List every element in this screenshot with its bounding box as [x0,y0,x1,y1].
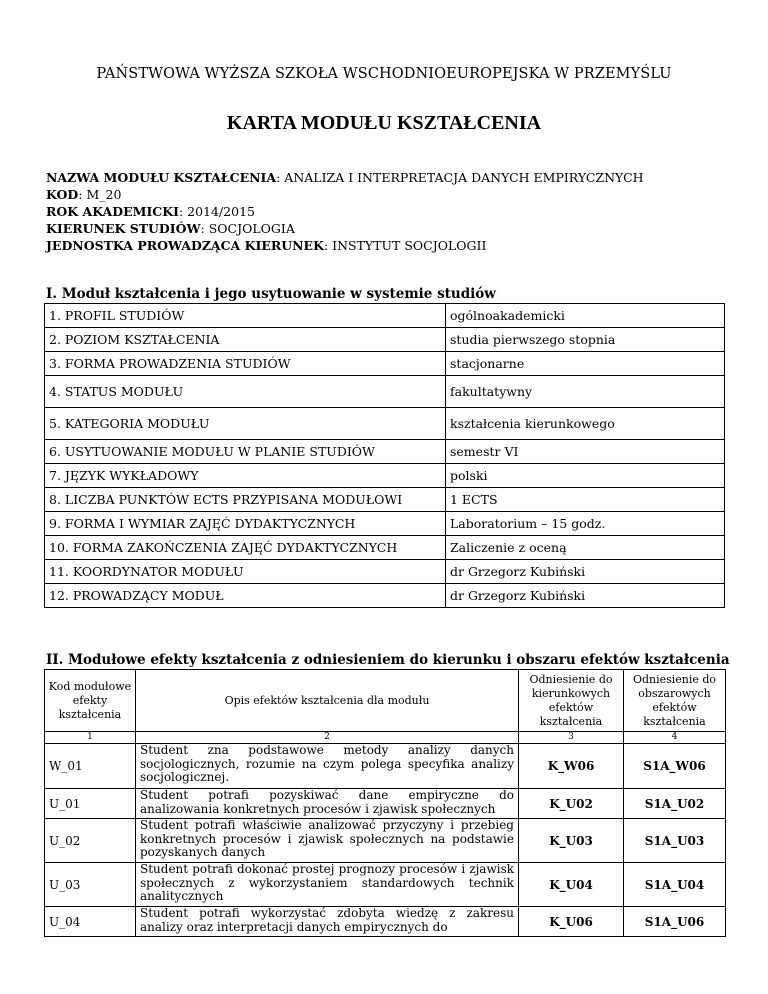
area-reference: S1A_U06 [624,907,726,937]
outcome-code: U_03 [45,863,136,907]
table-row [45,744,726,789]
table-row [45,376,725,408]
row-label: 5. KATEGORIA MODUŁU [45,408,446,440]
outcome-description: Student potrafi właściwie analizować przyczyny i przebieg konkretnych procesów i zjawisk społecznych na podstawie pozyskanych danych [136,819,519,863]
row-value: dr Grzegorz Kubiński [446,560,725,584]
row-label: 2. POZIOM KSZTAŁCENIA [45,328,446,352]
row-value: 1 ECTS [446,488,725,512]
row-value: stacjonarne [446,352,725,376]
table-row [45,789,726,819]
row-value: ogólnoakademicki [446,304,725,328]
document-title: KARTA MODUŁU KSZTAŁCENIA [226,112,542,134]
header-code: Kod modułowe efekty kształcenia [45,670,136,732]
row-value: polski [446,464,725,488]
module-metadata [46,169,644,254]
table-row [45,863,726,907]
section2-title: II. Modułowe efekty kształcenia z odniesieniem do kierunku i obszaru efektów kształcenia [46,652,730,668]
meta-row-year: ROK AKADEMICKI: 2014/2015 [46,204,255,219]
row-label: 10. FORMA ZAKOŃCZENIA ZAJĘĆ DYDAKTYCZNYCH [45,536,446,560]
header-field-reference: Odniesienie do kierunkowych efektów kształcenia [519,670,624,732]
table-row [45,488,725,512]
learning-outcomes-table [44,669,726,937]
row-value: studia pierwszego stopnia [446,328,725,352]
area-reference: S1A_W06 [624,744,726,789]
meta-row-unit: JEDNOSTKA PROWADZĄCA KIERUNEK: INSTYTUT SOCJOLOGII [46,238,487,253]
outcome-description: Student potrafi wykorzystać zdobyta wiedzę z zakresu analizy oraz interpretacji danych empirycznych do [136,907,519,937]
area-reference: S1A_U03 [624,819,726,863]
meta-label: JEDNOSTKA PROWADZĄCA KIERUNEK [46,238,324,253]
meta-value: M_20 [86,187,122,202]
outcome-code: W_01 [45,744,136,789]
header-area-reference: Odniesienie do obszarowych efektów kształcenia [624,670,726,732]
table-row [45,512,725,536]
column-number: 4 [624,732,726,744]
outcome-code: U_04 [45,907,136,937]
outcome-code: U_02 [45,819,136,863]
row-label: 11. KOORDYNATOR MODUŁU [45,560,446,584]
meta-label: KIERUNEK STUDIÓW [46,221,201,236]
row-value: semestr VI [446,440,725,464]
table-row [45,560,725,584]
meta-row-field: KIERUNEK STUDIÓW: SOCJOLOGIA [46,221,295,236]
outcome-code: U_01 [45,789,136,819]
row-label: 6. USYTUOWANIE MODUŁU W PLANIE STUDIÓW [45,440,446,464]
area-reference: S1A_U02 [624,789,726,819]
row-label: 1. PROFIL STUDIÓW [45,304,446,328]
table-row [45,819,726,863]
meta-value: INSTYTUT SOCJOLOGII [332,238,487,253]
meta-value: ANALIZA I INTERPRETACJA DANYCH EMPIRYCZNYCH [284,170,644,185]
table-row [45,536,725,560]
field-reference: K_U06 [519,907,624,937]
row-value: dr Grzegorz Kubiński [446,584,725,608]
meta-value: 2014/2015 [187,204,255,219]
outcome-description: Student zna podstawowe metody analizy danych socjologicznych, rozumie na czym polega specyfika analizy socjologicznej. [136,744,519,789]
column-number: 1 [45,732,136,744]
field-reference: K_W06 [519,744,624,789]
row-label: 8. LICZBA PUNKTÓW ECTS PRZYPISANA MODUŁOWI [45,488,446,512]
row-value: fakultatywny [446,376,725,408]
table-row [45,440,725,464]
row-label: 9. FORMA I WYMIAR ZAJĘĆ DYDAKTYCZNYCH [45,512,446,536]
table-row [45,907,726,937]
module-info-table [44,303,725,608]
meta-label: ROK AKADEMICKI [46,204,179,219]
header-description: Opis efektów kształcenia dla modułu [136,670,519,732]
column-number: 3 [519,732,624,744]
row-label: 7. JĘZYK WYKŁADOWY [45,464,446,488]
outcome-description: Student potrafi dokonać prostej prognozy procesów i zjawisk społecznych z wykorzystaniem standardowych technik analitycznych [136,863,519,907]
meta-label: NAZWA MODUŁU KSZTAŁCENIA [46,170,277,185]
row-value: Zaliczenie z oceną [446,536,725,560]
outcome-description: Student potrafi pozyskiwać dane empiryczne do analizowania konkretnych procesów i zjawisk społecznych [136,789,519,819]
table-row [45,584,725,608]
area-reference: S1A_U04 [624,863,726,907]
column-number: 2 [136,732,519,744]
table-row [45,408,725,440]
field-reference: K_U02 [519,789,624,819]
table-row [45,328,725,352]
table-row [45,352,725,376]
row-value: kształcenia kierunkowego [446,408,725,440]
meta-row-code: KOD: M_20 [46,187,122,202]
row-label: 3. FORMA PROWADZENIA STUDIÓW [45,352,446,376]
column-number-row [45,732,726,744]
table-row [45,304,725,328]
row-label: 12. PROWADZĄCY MODUŁ [45,584,446,608]
table-row [45,464,725,488]
university-name: PAŃSTWOWA WYŻSZA SZKOŁA WSCHODNIOEUROPEJSKA W PRZEMYŚLU [96,66,672,82]
row-value: Laboratorium – 15 godz. [446,512,725,536]
meta-label: KOD [46,187,79,202]
field-reference: K_U03 [519,819,624,863]
row-label: 4. STATUS MODUŁU [45,376,446,408]
table-header-row [45,670,726,732]
section1-title: I. Moduł kształcenia i jego usytuowanie w systemie studiów [46,286,496,302]
field-reference: K_U04 [519,863,624,907]
meta-row-name: NAZWA MODUŁU KSZTAŁCENIA: ANALIZA I INTERPRETACJA DANYCH EMPIRYCZNYCH [46,170,644,185]
meta-value: SOCJOLOGIA [208,221,295,236]
